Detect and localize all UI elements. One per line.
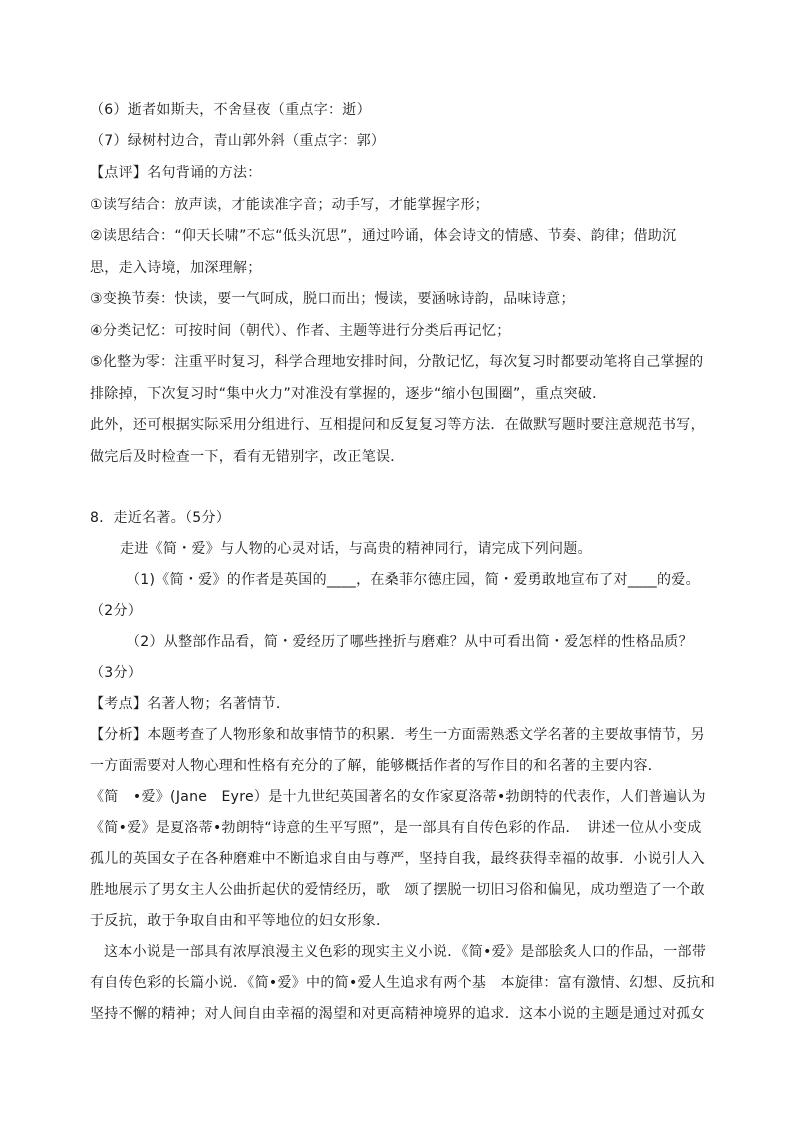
kaodian-line: 【考点】名著人物；名著情节． [90,696,291,712]
paragraph-line: 坚持不懈的精神；对人间自由幸福的渴望和对更高精神境界的追求．这本小说的主题是通过对孤女 [90,1006,705,1022]
sub-question-1: （1)《简・爱》的作者是英国的____，在桑菲尔德庄园，简・爱勇敢地宣布了对____的爱。 [126,572,700,588]
text-line: ①读写结合：放声读，才能读准字音；动手写，才能掌握字形； [90,197,489,213]
paragraph-line: 有自传色彩的长篇小说．《简•爱》中的简•爱人生追求有两个基 本旋律：富有激情、幻想、反抗和 [90,975,716,991]
comment-heading: 【点评】名句背诵的方法： [90,165,262,181]
analysis-line: 于反抗，敢于争取自由和平等地位的妇女形象． [90,913,391,929]
text-line: ②读思结合：“仰天长啸”不忘“低头沉思”，通过吟诵，体会诗文的情感、节奏、韵律；借助沉 [90,228,677,244]
analysis-line: 《简 •爱》(Jane Eyre）是十九世纪英国著名的女作家夏洛蒂•勃朗特的代表作，人们普遍认为 [90,789,706,805]
text-line: （7）绿树村边合，青山郭外斜（重点字：郭） [90,133,386,149]
text-line: （6）逝者如斯夫，不舍昼夜（重点字：逝） [90,102,371,118]
sub-question-2-score: （3分） [90,665,143,681]
question-title: 8．走近名著。（5分） [90,510,231,526]
question-intro: 走进《简・爱》与人物的心灵对话，与高贵的精神同行，请完成下列问题。 [120,541,592,557]
sub-question-2: （2）从整部作品看，简・爱经历了哪些挫折与磨难？从中可看出简・爱怎样的性格品质？ [126,634,693,650]
text-line: 做完后及时检查一下，看有无错别字，改正笔误． [90,449,405,465]
analysis-line: 《简•爱》是夏洛蒂•勃朗特“诗意的生平写照”，是一部具有自传色彩的作品． 讲述一位从小变成 [90,820,702,836]
text-line: 此外，还可根据实际采用分组进行、互相提问和反复复习等方法．在做默写题时要注意规范书写， [90,417,705,433]
text-line: ④分类记忆：可按时间（朝代）、作者、主题等进行分类后再记忆； [90,323,511,339]
text-line: ⑤化整为零：注重平时复习，科学合理地安排时间，分散记忆，每次复习时都要动笔将自己掌握的 [90,354,704,370]
analysis-line: 【分析】本题考查了人物形象和故事情节的积累．考生一方面需熟悉文学名著的主要故事情节，另 [90,727,705,743]
text-line: 排除掉，下次复习时“集中火力”对准没有掌握的，逐步“缩小包围圈”，重点突破． [90,386,607,402]
analysis-line: 胜地展示了男女主人公曲折起伏的爱情经历，歌 颂了摆脱一切旧习俗和偏见，成功塑造了一个敢 [90,882,705,898]
analysis-line: 一方面需要对人物心理和性格有充分的了解，能够概括作者的写作目的和名著的主要内容． [90,758,662,774]
text-line: ③变换节奏：快读，要一气呵成，脱口而出；慢读，要涵咏诗韵，品味诗意； [90,291,575,307]
sub-question-1-score: （2分） [90,603,143,619]
text-line: 思，走入诗境，加深理解； [90,260,262,276]
analysis-line: 孤儿的英国女子在各种磨难中不断追求自由与尊严，坚持自我，最终获得幸福的故事．小说引人入 [90,851,705,867]
paragraph-line: 这本小说是一部具有浓厚浪漫主义色彩的现实主义小说．《简•爱》是部脍炙人口的作品，一部带 [104,944,707,960]
